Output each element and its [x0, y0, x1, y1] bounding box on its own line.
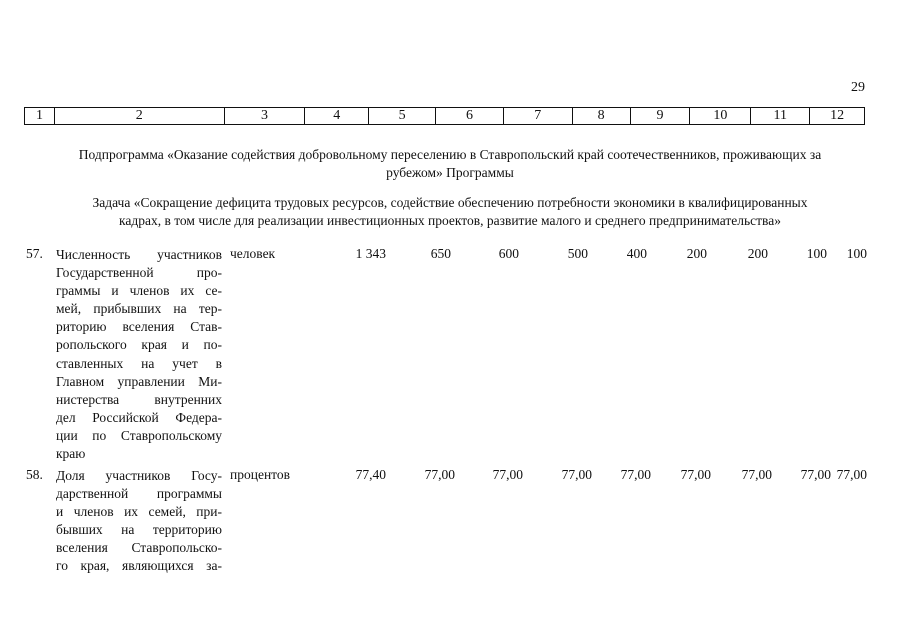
indicator-name-line: го края, являющихся за- [56, 558, 222, 574]
value-cell: 400 [626, 246, 647, 261]
value-cell: 500 [567, 246, 588, 261]
unit-of-measure: человек [230, 246, 276, 261]
indicator-name-line: ропольского края и по- [56, 337, 222, 353]
indicator-name-line: Главном управлении Ми- [56, 373, 222, 389]
column-header: 7 [504, 108, 573, 124]
indicator-name-line: и членов их семей, при- [56, 504, 222, 520]
column-header: 4 [305, 108, 369, 124]
row-number: 58. [26, 467, 43, 482]
column-header: 2 [55, 108, 225, 124]
indicator-name-line: мей, прибывших на тер- [56, 301, 222, 317]
indicator-name-line: ции по Ставропольскому [56, 427, 222, 443]
indicator-name-line: бывших на территорию [56, 522, 222, 538]
indicator-name-line: ставленных на учет в [56, 355, 222, 371]
indicator-name-line: краю [56, 446, 86, 462]
row-number: 57. [26, 246, 43, 261]
column-header: 8 [573, 108, 631, 124]
column-header: 12 [830, 108, 845, 123]
indicator-name-line: вселения Ставропольско- [56, 540, 222, 556]
value-cell: 600 [498, 246, 519, 261]
value-cell: 77,00 [800, 467, 831, 482]
value-cell: 77,00 [836, 467, 867, 482]
column-header: 9 [631, 108, 691, 124]
column-header: 3 [225, 108, 306, 124]
task-title [30, 194, 870, 230]
column-header: 1 [25, 108, 55, 124]
value-cell: 1 343 [355, 246, 386, 261]
value-cell: 77,00 [741, 467, 772, 482]
page-number: 29 [851, 80, 865, 95]
value-cell: 200 [686, 246, 707, 261]
task-title-line: Задача «Сокращение дефицита трудовых ресурсов, содействие обеспечению потребности экономики в квалифицированных [92, 195, 808, 210]
value-cell: 77,00 [620, 467, 651, 482]
indicator-name [56, 467, 222, 576]
subprogram-title-line: рубежом» Программы [386, 165, 514, 180]
column-header: 5 [369, 108, 436, 124]
column-header: 11 [751, 108, 810, 124]
indicator-name-line: дарственной программы [56, 486, 222, 502]
value-cell: 650 [430, 246, 451, 261]
value-cell: 100 [846, 246, 867, 261]
value-cell: 77,00 [680, 467, 711, 482]
indicator-name-line: риторию вселения Став- [56, 319, 222, 335]
unit-of-measure: процентов [230, 467, 291, 482]
subprogram-title [30, 146, 870, 182]
value-cell: 77,40 [355, 467, 386, 482]
value-cell: 77,00 [424, 467, 455, 482]
indicator-name-line: граммы и членов их се- [56, 283, 222, 299]
indicator-name-line: нистерства внутренних [56, 391, 222, 407]
value-cell: 77,00 [492, 467, 523, 482]
value-cell: 77,00 [561, 467, 592, 482]
indicator-name-line: Численность участников [56, 247, 222, 262]
value-cell: 100 [806, 246, 827, 261]
task-title-line: кадрах, в том числе для реализации инвестиционных проектов, развитие малого и среднего предпринимательства» [118, 213, 781, 228]
subprogram-title-line: Подпрограмма «Оказание содействия добровольному переселению в Ставропольский край соотечественников, проживающих за [78, 147, 822, 162]
indicator-name-line: Государственной про- [56, 265, 222, 281]
column-number-header-row [24, 107, 865, 125]
column-header: 6 [436, 108, 504, 124]
value-cell: 200 [747, 246, 768, 261]
column-header: 10 [690, 108, 751, 124]
indicator-name-line: дел Российской Федера- [56, 409, 222, 425]
indicator-name-line: Доля участников Госу- [56, 468, 222, 483]
indicator-name [56, 246, 222, 463]
